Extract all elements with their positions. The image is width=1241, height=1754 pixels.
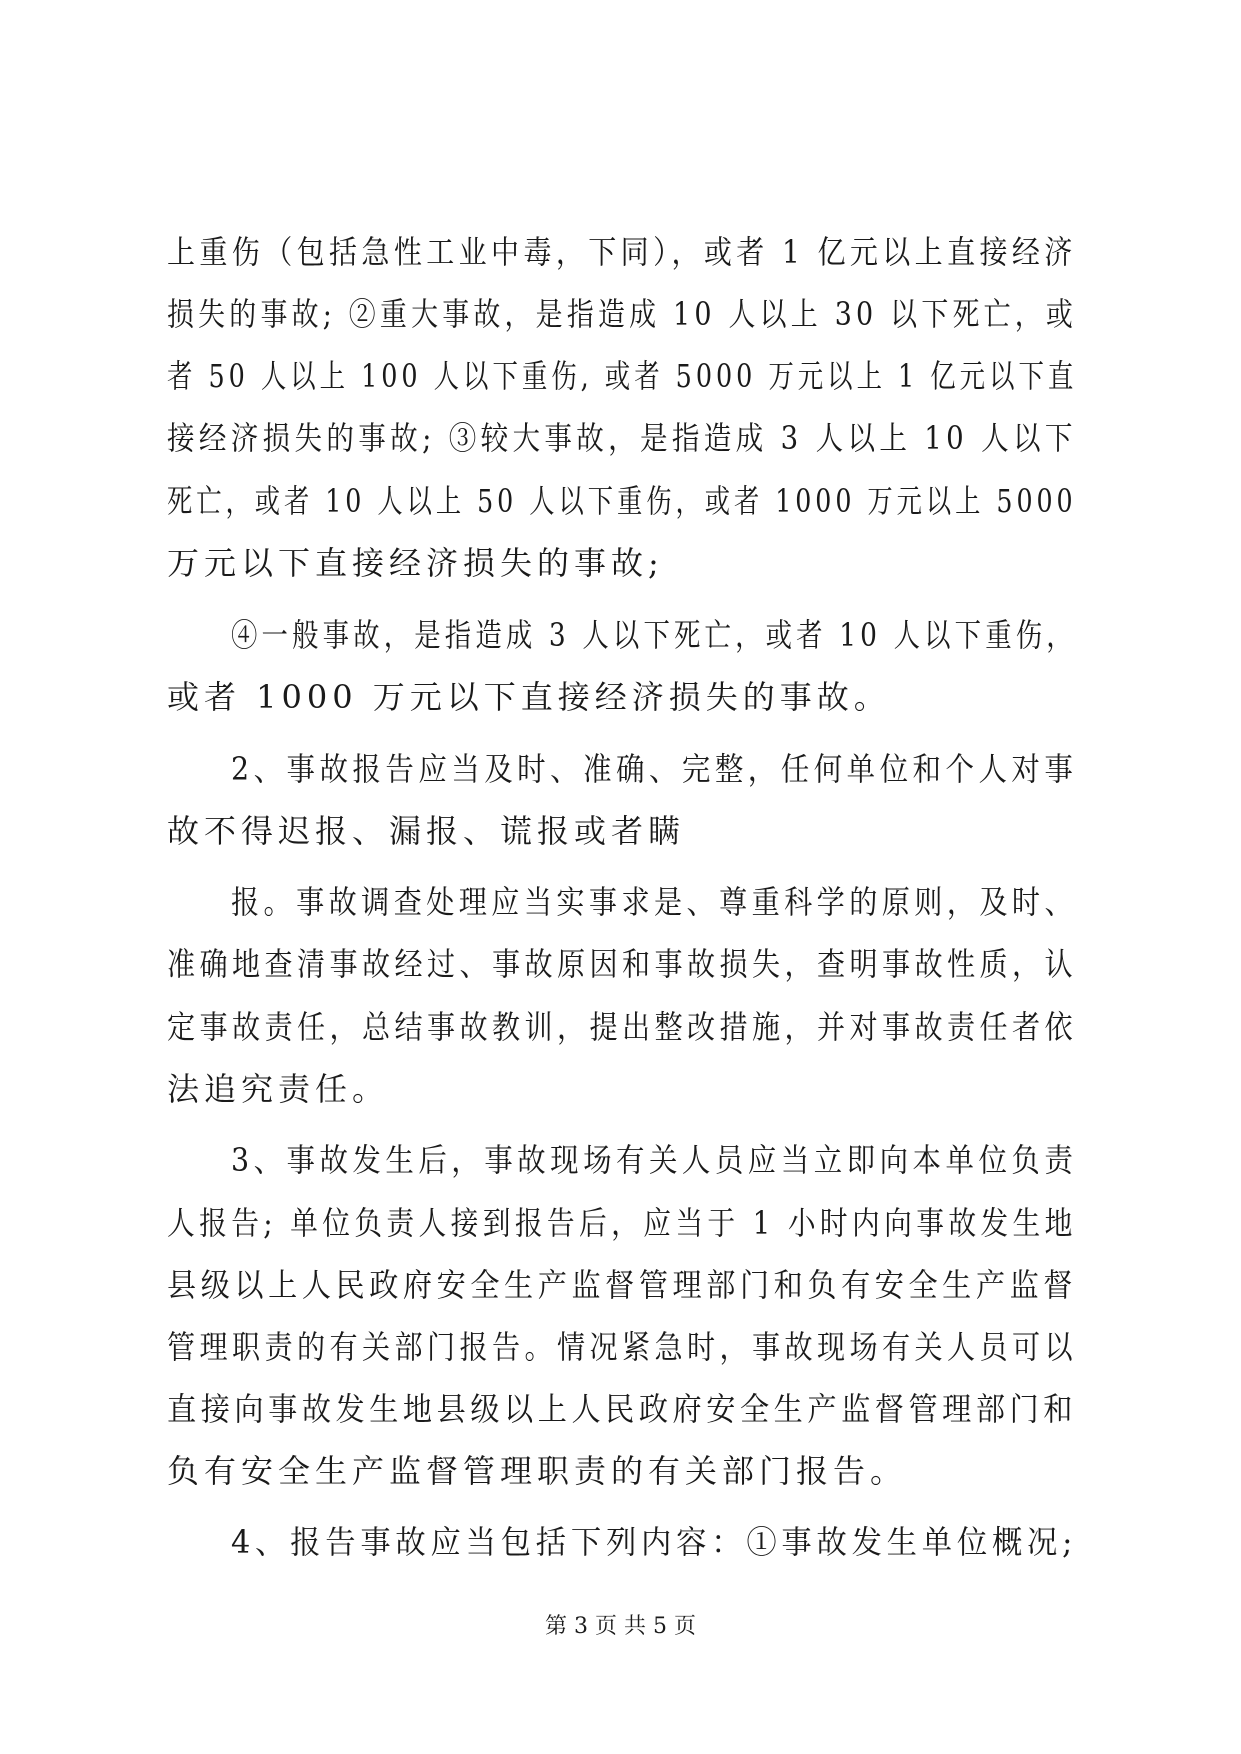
text-line: 人报告; 单位负责人接到报告后，应当于 1 小时内向事故发生地	[167, 1204, 1077, 1242]
text-line: 直接向事故发生地县级以上人民政府安全生产监督管理部门和	[167, 1390, 1078, 1428]
text-line: 者 50 人以上 100 人以下重伤, 或者 5000 万元以上 1 亿元以下直	[167, 357, 1078, 395]
text-line: 故不得迟报、漏报、谎报或者瞒	[167, 812, 686, 850]
text-line: 万元以下直接经济损失的事故;	[167, 544, 664, 582]
text-line: 或者 1000 万元以下直接经济损失的事故。	[167, 678, 891, 716]
text-line: 报。事故调查处理应当实事求是、尊重科学的原则，及时、	[231, 883, 1077, 921]
text-line: 2、事故报告应当及时、准确、完整，任何单位和个人对事	[231, 750, 1078, 788]
text-line: 损失的事故; ②重大事故，是指造成 10 人以上 30 以下死亡，或	[167, 295, 1078, 333]
text-line: 4、报告事故应当包括下列内容：①事故发生单位概况;	[231, 1523, 1078, 1561]
text-line: 县级以上人民政府安全生产监督管理部门和负有安全生产监督	[167, 1266, 1078, 1304]
text-line: 法追究责任。	[167, 1070, 390, 1108]
text-line: 接经济损失的事故; ③较大事故，是指造成 3 人以上 10 人以下	[167, 419, 1077, 457]
text-line: 准确地查清事故经过、事故原因和事故损失，查明事故性质，认	[167, 945, 1078, 983]
text-line: ④一般事故，是指造成 3 人以下死亡，或者 10 人以下重伤，	[231, 616, 1077, 654]
text-line: 管理职责的有关部门报告。情况紧急时，事故现场有关人员可以	[167, 1328, 1078, 1366]
text-line: 3、事故发生后，事故现场有关人员应当立即向本单位负责	[231, 1141, 1078, 1179]
page-number-footer: 第 3 页 共 5 页	[545, 1614, 696, 1639]
text-line: 上重伤（包括急性工业中毒，下同），或者 1 亿元以上直接经济	[167, 233, 1077, 271]
text-line: 定事故责任，总结事故教训，提出整改措施，并对事故责任者依	[167, 1008, 1078, 1046]
text-line: 死亡，或者 10 人以上 50 人以下重伤，或者 1000 万元以上 5000	[167, 482, 1077, 520]
text-line: 负有安全生产监督管理职责的有关部门报告。	[167, 1452, 908, 1490]
